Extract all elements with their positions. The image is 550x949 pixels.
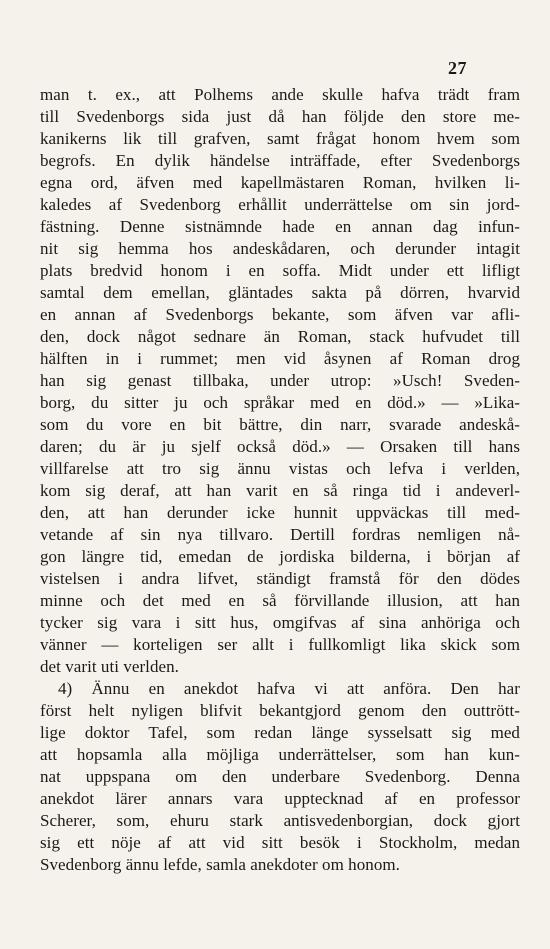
text-line: samtal dem emellan, gläntades sakta på dörren, hvarvid <box>40 283 520 302</box>
text-line: gon längre tid, emedan de jordiska bilderna, i början af <box>40 547 520 566</box>
text-line: nat uppspana om den underbare Svedenborg. Denna <box>40 767 520 786</box>
text-line: en annan af Svedenborgs bekante, som äfven var afli- <box>40 305 520 324</box>
text-line: att hopsamla alla möjliga underrättelser, som han kun- <box>40 745 520 764</box>
text-line: Scherer, som, ehuru stark antisvedenborgian, dock gjort <box>40 811 520 830</box>
text-line: minne och det med en så förvillande illusion, att han <box>40 591 520 610</box>
text-line: till Svedenborgs sida just då han följde den store me- <box>40 107 520 126</box>
text-line: nit sig hemma hos andeskådaren, och derunder intagit <box>40 239 520 258</box>
text-line: man t. ex., att Polhems ande skulle hafva trädt fram <box>40 85 520 104</box>
text-line: lige doktor Tafel, som redan länge sysselsatt sig med <box>40 723 520 742</box>
text-line: egna ord, äfven med kapellmästaren Roman, hvilken li- <box>40 173 520 192</box>
page-number: 27 <box>448 58 467 78</box>
text-line: borg, du sitter ju och språkar med en död.» — »Lika- <box>40 393 520 412</box>
paragraph <box>40 678 520 876</box>
text-line: vetande af sin nya tillvaro. Dertill fordras nemligen nå- <box>40 525 520 544</box>
text-line: begrofs. En dylik händelse inträffade, efter Svedenborgs <box>40 151 520 170</box>
text-line: som du vore en bit bättre, din narr, svarade andeskå- <box>40 415 520 434</box>
text-line: den, dock något sednare än Roman, stack hufvudet till <box>40 327 520 346</box>
text-line: han sig genast tillbaka, under utrop: »Usch! Sveden- <box>40 371 520 390</box>
text-line: tycker sig vara i sitt hus, omgifvas af sina anhöriga och <box>40 613 520 632</box>
text-line: sig ett nöje af att vid sitt besök i Stockholm, medan <box>40 833 520 852</box>
text-line: villfarelse att tro sig ännu vistas och lefva i verlden, <box>40 459 520 478</box>
text-line: den, att han derunder icke hunnit uppväckas till med- <box>40 503 520 522</box>
text-line: 4) Ännu en anekdot hafva vi att anföra. Den har <box>58 679 520 698</box>
body-text <box>40 84 520 876</box>
text-line: vistelsen i andra lifvet, ständigt framstå för den dödes <box>40 569 520 588</box>
text-line: det varit uti verlden. <box>40 657 179 676</box>
text-line: kanikerns lik till grafven, samt frågat honom hvem som <box>40 129 520 148</box>
text-line: först helt nyligen blifvit bekantgjord genom den outtrött- <box>40 701 520 720</box>
text-line: kom sig deraf, att han varit en så ringa tid i andeverl- <box>40 481 520 500</box>
text-line: daren; du är ju sjelf också död.» — Orsaken till hans <box>40 437 520 456</box>
text-line: kaledes af Svedenborg erhållit underrättelse om sin jord- <box>40 195 520 214</box>
text-line: hälften in i rummet; men vid åsynen af Roman drog <box>40 349 520 368</box>
text-line: plats bredvid honom i en soffa. Midt under ett lifligt <box>40 261 520 280</box>
text-line: vänner — korteligen ser allt i fullkomligt lika skick som <box>40 635 520 654</box>
text-line: fästning. Denne sistnämnde hade en annan dag infun- <box>40 217 520 236</box>
paragraph <box>40 84 520 678</box>
text-line: Svedenborg ännu lefde, samla anekdoter om honom. <box>40 855 400 874</box>
text-line: anekdot lärer annars vara upptecknad af en professor <box>40 789 520 808</box>
